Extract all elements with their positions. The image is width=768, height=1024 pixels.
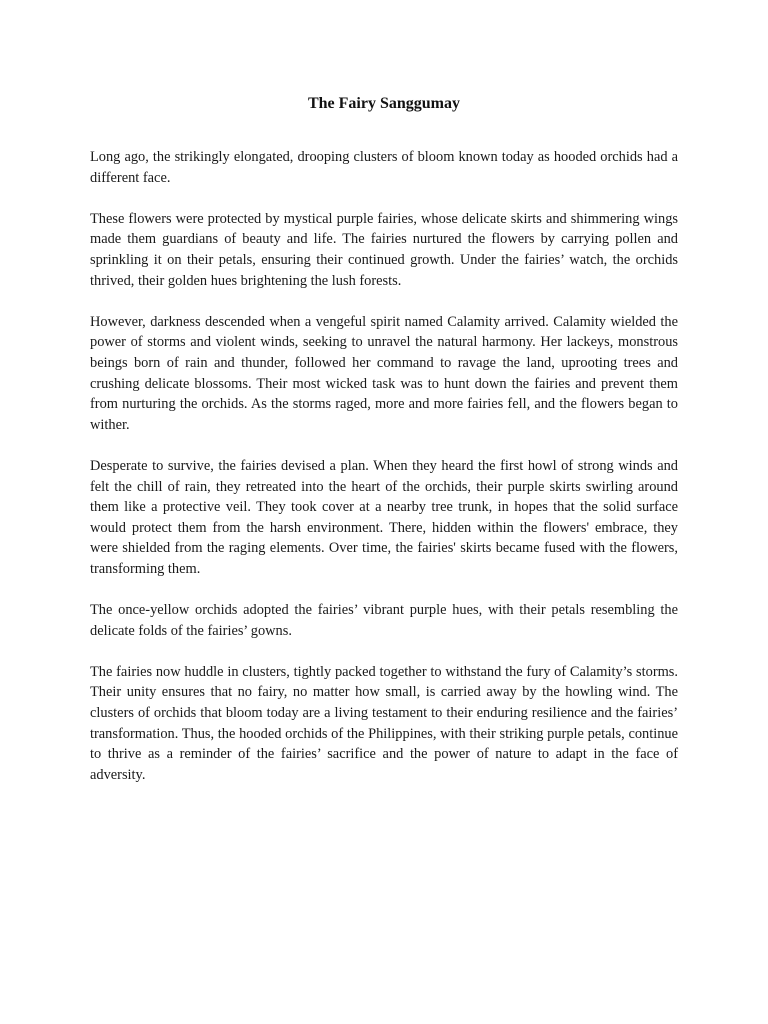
paragraph-1: Long ago, the strikingly elongated, drooping clusters of bloom known today as hooded orchids had a different face.	[90, 149, 678, 186]
paragraph-6: The fairies now huddle in clusters, tightly packed together to withstand the fury of Calamity’s storms. Their unity ensures that no fairy, no matter how small, is carried away by the howling wind. The clusters of orchids that bloom today are a living testament to their enduring resilience and the fairies’ transformation. Thus, the hooded orchids of the Philippines, with their striking purple petals, continue to thrive as a reminder of the fairies’ sacrifice and the power of nature to adapt in the face of adversity.	[90, 663, 678, 783]
document-body	[90, 147, 678, 806]
paragraph-4: Desperate to survive, the fairies devised a plan. When they heard the first howl of strong winds and felt the chill of rain, they retreated into the heart of the orchids, their purple skirts swirling around them like a protective veil. They took cover at a nearby tree trunk, in hopes that the solid surface would protect them from the harsh environment. There, hidden within the flowers' embrace, they were shielded from the raging elements. Over time, the fairies' skirts became fused with the flowers, transforming them.	[90, 457, 678, 577]
paragraph-3: However, darkness descended when a vengeful spirit named Calamity arrived. Calamity wielded the power of storms and violent winds, seeking to unravel the natural harmony. Her lackeys, monstrous beings born of rain and thunder, followed her command to ravage the land, uprooting trees and crushing delicate blossoms. Their most wicked task was to hunt down the fairies and prevent them from nurturing the orchids. As the storms raged, more and more fairies fell, and the flowers began to wither.	[90, 313, 678, 433]
paragraph-2: These flowers were protected by mystical purple fairies, whose delicate skirts and shimmering wings made them guardians of beauty and life. The fairies nurtured the flowers by carrying pollen and sprinkling it on their petals, ensuring their continued growth. Under the fairies’ watch, the orchids thrived, their golden hues brightening the lush forests.	[90, 210, 678, 289]
document-title: The Fairy Sanggumay	[307, 95, 460, 112]
paragraph-5: The once-yellow orchids adopted the fairies’ vibrant purple hues, with their petals resembling the delicate folds of the fairies’ gowns.	[90, 602, 678, 639]
